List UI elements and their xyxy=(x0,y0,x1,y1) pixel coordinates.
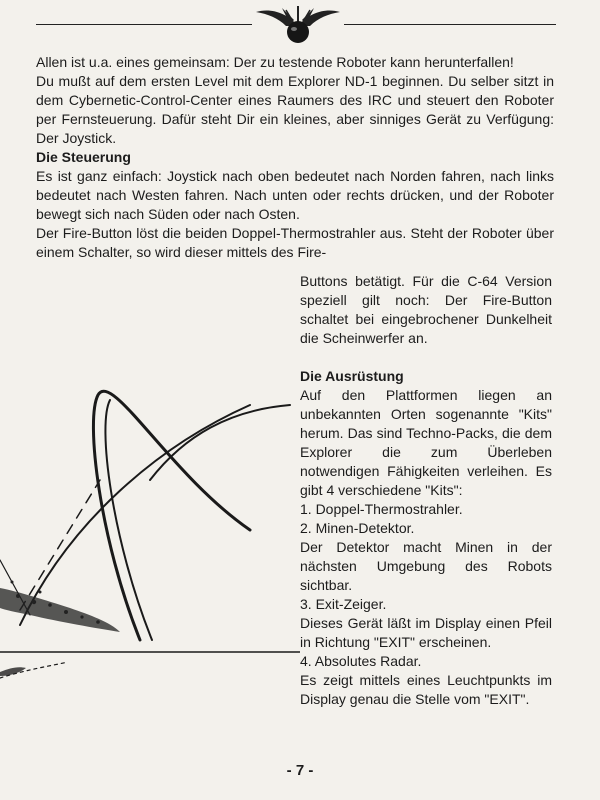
kit-4-description: Es zeigt mittels eines Leuchtpunkts im Display genau die Stelle vom "EXIT". xyxy=(300,672,552,707)
intro-paragraph-2: Du mußt auf dem ersten Level mit dem Explorer ND-1 beginnen. Du selber sitzt in dem Cybernetic-Control-Center eines Raumers des IRC und steuert den Roboter per Fernsteuerung. Dafür steht Dir ein kleines, aber sinniges Gerät zu Verfügung: Der Joystick. xyxy=(36,73,554,146)
steuerung-paragraph-1: Es ist ganz einfach: Joystick nach oben bedeutet nach Norden fahren, nach links bedeutet nach Westen fahren. Nach unten oder rechts drücken, und der Roboter bewegt sich nach Süden oder nach Osten. xyxy=(36,168,554,222)
kit-4-title: 4. Absolutes Radar. xyxy=(300,653,422,669)
header-ornament-icon xyxy=(252,4,344,46)
robot-sketch-illustration xyxy=(0,270,300,700)
page-number: - 7 - xyxy=(286,762,314,779)
kit-3-description: Dieses Gerät läßt im Display einen Pfeil in Richtung "EXIT" erscheinen. xyxy=(300,615,552,650)
kit-2-title: 2. Minen-Detektor. xyxy=(300,520,415,536)
kit-1-title: 1. Doppel-Thermostrahler. xyxy=(300,501,463,517)
header-rule-left xyxy=(36,24,252,25)
intro-text-block xyxy=(36,53,554,262)
right-column xyxy=(300,272,552,709)
steuerung-paragraph-2-rest: Buttons betätigt. Für die C-64 Version speziell gilt noch: Der Fire-Button schaltet bei eingebrochener Dunkelheit die Scheinwerfer an. xyxy=(300,273,552,346)
intro-paragraph-1: Allen ist u.a. eines gemeinsam: Der zu testende Roboter kann herunterfallen! xyxy=(36,54,514,70)
steuerung-paragraph-2-top: Der Fire-Button löst die beiden Doppel-Thermostrahler aus. Steht der Roboter über einem Schalter, so wird dieser mittels des Fire- xyxy=(36,225,554,260)
header-rule-right xyxy=(344,24,556,25)
kit-3-title: 3. Exit-Zeiger. xyxy=(300,596,387,612)
steuerung-heading: Die Steuerung xyxy=(36,149,131,165)
ausruestung-paragraph-1: Auf den Plattformen liegen an unbekannten Orten sogenannte "Kits" herum. Das sind Techno-Packs, die dem Explorer die zum Überleben notwendigen Fähigkeiten verleihen. Es gibt 4 verschiedene "Kits": xyxy=(300,387,552,498)
kit-2-description: Der Detektor macht Minen in der nächsten Umgebung des Robots sichtbar. xyxy=(300,539,552,593)
ausruestung-heading: Die Ausrüstung xyxy=(300,368,404,384)
